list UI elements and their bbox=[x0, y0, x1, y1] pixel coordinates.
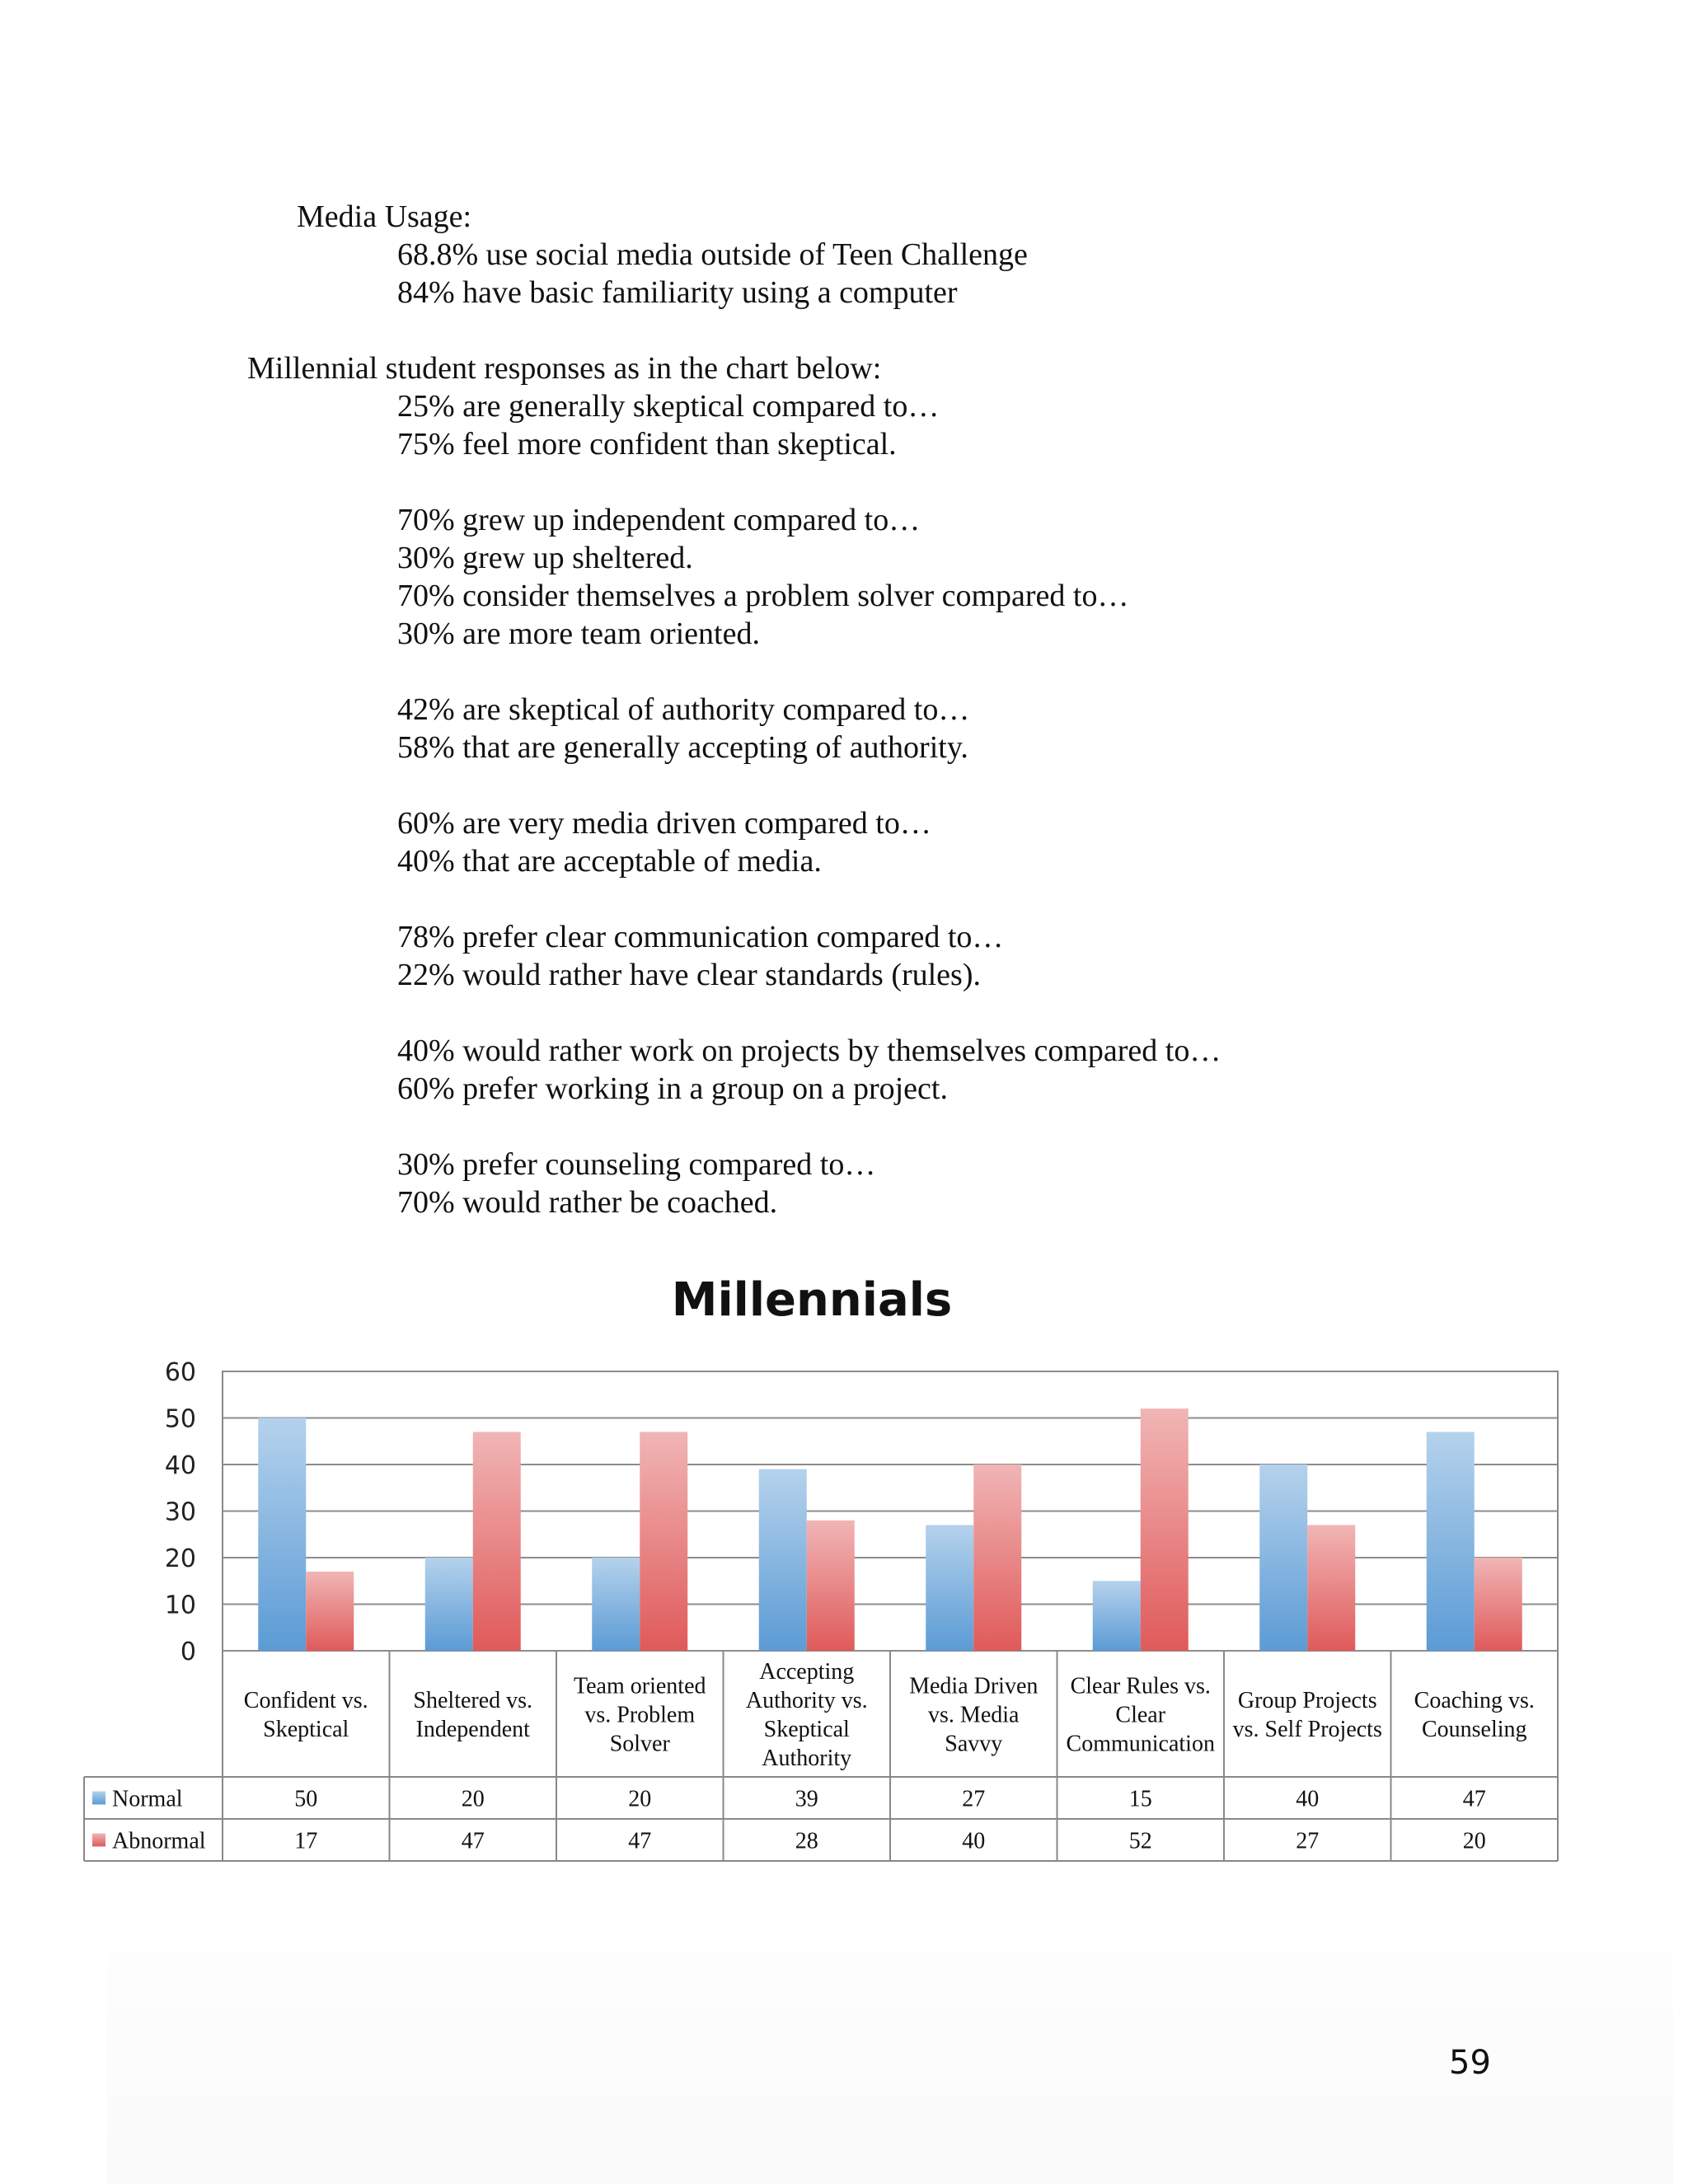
data-label: 47 bbox=[461, 1828, 485, 1854]
category-label-line: Team oriented bbox=[573, 1673, 706, 1699]
data-label: 40 bbox=[1296, 1786, 1320, 1812]
category-label-line: Skeptical bbox=[263, 1717, 349, 1742]
media-line: 84% have basic familiarity using a computer bbox=[397, 275, 958, 310]
response-line: 30% prefer counseling compared to… bbox=[397, 1147, 876, 1182]
bar-normal bbox=[592, 1558, 640, 1651]
responses-heading: Millennial student responses as in the chart below: bbox=[247, 351, 882, 386]
data-label: 17 bbox=[294, 1828, 318, 1854]
data-label: 50 bbox=[294, 1786, 318, 1812]
category-label-line: Authority bbox=[762, 1746, 852, 1771]
category-label-line: Independent bbox=[415, 1717, 530, 1742]
response-line: 40% would rather work on projects by themselves compared to… bbox=[397, 1033, 1221, 1068]
legend-key-normal bbox=[92, 1792, 106, 1805]
data-label: 20 bbox=[461, 1786, 485, 1812]
response-line: 78% prefer clear communication compared to… bbox=[397, 920, 1004, 954]
bar-abnormal bbox=[973, 1465, 1021, 1651]
category-label bbox=[574, 1674, 706, 1757]
response-line: 25% are generally skeptical compared to… bbox=[397, 389, 940, 424]
category-label bbox=[413, 1688, 532, 1742]
category-label-line: Clear bbox=[1115, 1702, 1166, 1728]
data-label: 15 bbox=[1128, 1786, 1152, 1812]
data-label: 20 bbox=[1462, 1828, 1486, 1854]
response-line: 40% that are acceptable of media. bbox=[397, 844, 822, 879]
category-label-line: Coaching vs. bbox=[1414, 1688, 1535, 1713]
category-label-line: Clear Rules vs. bbox=[1070, 1673, 1211, 1699]
data-label: 52 bbox=[1128, 1828, 1152, 1854]
y-tick-label: 40 bbox=[164, 1451, 196, 1480]
category-label bbox=[1067, 1674, 1215, 1757]
legend-key-abnormal bbox=[92, 1834, 106, 1847]
y-tick-label: 30 bbox=[164, 1497, 196, 1527]
bar-normal bbox=[1259, 1465, 1307, 1651]
page-number: 59 bbox=[1449, 2044, 1491, 2082]
category-label-line: Group Projects bbox=[1237, 1688, 1377, 1713]
chart-title: Millennials bbox=[671, 1273, 953, 1327]
legend-label: Normal bbox=[112, 1786, 183, 1812]
bar-abnormal bbox=[306, 1572, 354, 1651]
response-line: 70% consider themselves a problem solver compared to… bbox=[397, 579, 1129, 613]
category-label-line: Counseling bbox=[1421, 1717, 1527, 1742]
category-label bbox=[244, 1688, 368, 1742]
media-line: 68.8% use social media outside of Teen Challenge bbox=[397, 237, 1028, 272]
category-label-line: Confident vs. bbox=[243, 1688, 368, 1713]
category-label-line: vs. Self Projects bbox=[1232, 1717, 1382, 1742]
category-label bbox=[1414, 1688, 1535, 1742]
y-tick-label: 0 bbox=[180, 1638, 196, 1666]
bar-abnormal bbox=[1141, 1408, 1189, 1651]
response-line: 22% would rather have clear standards (rules). bbox=[397, 958, 981, 992]
data-label: 40 bbox=[962, 1828, 986, 1854]
bar-normal bbox=[759, 1469, 807, 1651]
media-heading: Media Usage: bbox=[297, 199, 472, 234]
data-label: 27 bbox=[962, 1786, 986, 1812]
legend-label: Abnormal bbox=[112, 1828, 206, 1854]
bar-abnormal bbox=[1475, 1558, 1522, 1651]
category-label bbox=[909, 1674, 1038, 1757]
y-tick-label: 50 bbox=[164, 1404, 196, 1434]
bar-abnormal bbox=[640, 1432, 687, 1651]
response-line: 30% grew up sheltered. bbox=[397, 541, 693, 575]
category-label-line: Authority vs. bbox=[745, 1688, 868, 1713]
category-label-line: Solver bbox=[609, 1731, 670, 1757]
bar-abnormal bbox=[1307, 1525, 1355, 1651]
y-tick-label: 10 bbox=[164, 1591, 196, 1620]
category-label bbox=[1233, 1688, 1382, 1742]
category-label-line: Savvy bbox=[945, 1731, 1003, 1757]
category-label-line: Skeptical bbox=[763, 1717, 850, 1742]
bar-normal bbox=[1093, 1581, 1141, 1651]
y-tick-label: 20 bbox=[164, 1544, 196, 1573]
data-label: 20 bbox=[628, 1786, 652, 1812]
response-line: 75% feel more confident than skeptical. bbox=[397, 427, 897, 462]
response-line: 60% are very media driven compared to… bbox=[397, 806, 931, 841]
category-label bbox=[746, 1659, 868, 1771]
response-line: 30% are more team oriented. bbox=[397, 616, 760, 651]
category-label-line: Communication bbox=[1066, 1731, 1215, 1757]
data-label: 47 bbox=[1462, 1786, 1486, 1812]
bar-normal bbox=[1427, 1432, 1475, 1651]
data-label: 39 bbox=[795, 1786, 818, 1812]
category-label-line: Media Driven bbox=[909, 1673, 1039, 1699]
category-label-line: Accepting bbox=[759, 1659, 855, 1685]
data-label: 28 bbox=[795, 1828, 818, 1854]
bar-normal bbox=[926, 1525, 973, 1651]
bar-abnormal bbox=[473, 1432, 521, 1651]
bar-normal bbox=[258, 1418, 306, 1652]
bar-normal bbox=[425, 1558, 473, 1651]
response-line: 70% grew up independent compared to… bbox=[397, 503, 921, 537]
data-label: 47 bbox=[628, 1828, 652, 1854]
category-label-line: vs. Problem bbox=[584, 1702, 696, 1728]
category-label-line: Sheltered vs. bbox=[413, 1688, 533, 1713]
response-line: 58% that are generally accepting of authority. bbox=[397, 730, 968, 765]
category-label-line: vs. Media bbox=[928, 1702, 1020, 1728]
response-line: 60% prefer working in a group on a project. bbox=[397, 1071, 948, 1106]
response-line: 42% are skeptical of authority compared to… bbox=[397, 692, 970, 727]
data-label: 27 bbox=[1296, 1828, 1320, 1854]
bar-abnormal bbox=[807, 1521, 855, 1651]
y-tick-label: 60 bbox=[164, 1358, 196, 1387]
response-line: 70% would rather be coached. bbox=[397, 1185, 778, 1220]
